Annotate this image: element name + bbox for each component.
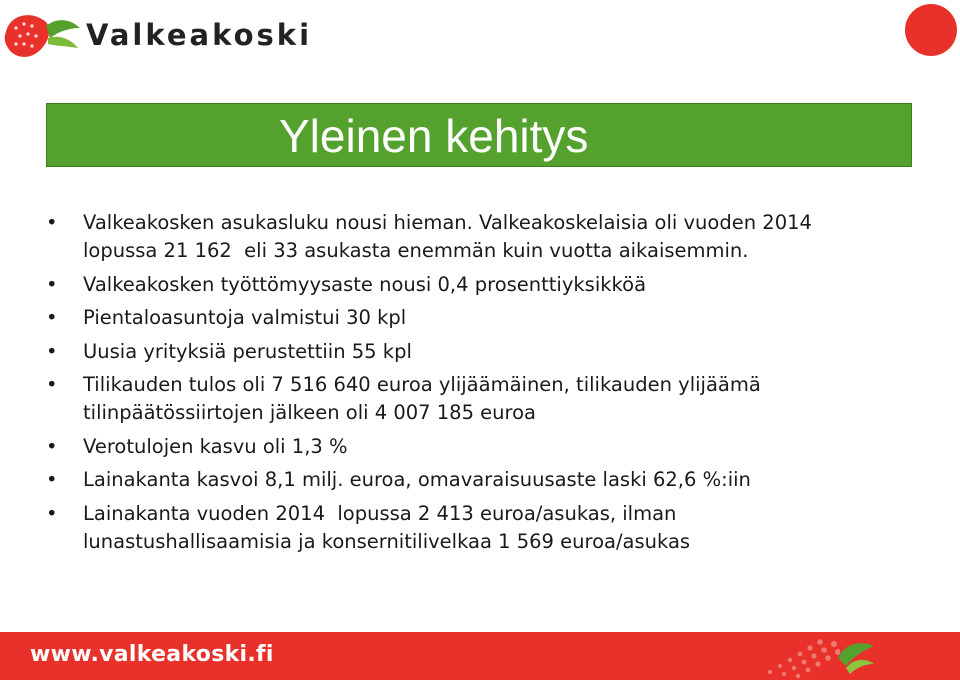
bullet-text-line: lunastushallisaamisia ja konsernitilivelkaa 1 569 euroa/asukas	[83, 529, 691, 553]
list-item	[46, 371, 926, 427]
bullet-text-line: Valkeakosken työttömyysaste nousi 0,4 prosenttiyksikköä	[83, 272, 647, 296]
bullet-icon: •	[46, 434, 58, 458]
logo-wordmark: Valkeakoski	[86, 18, 313, 52]
bullet-text-line: Lainakanta kasvoi 8,1 milj. euroa, omavaraisuusaste laski 62,6 %:iin	[83, 468, 751, 491]
bullet-text-line: tilinpäätössiirtojen jälkeen oli 4 007 185 euroa	[83, 401, 536, 424]
bullet-icon: •	[46, 339, 58, 363]
bullet-text-line: Valkeakosken asukasluku nousi hieman. Valkeakoskelaisia oli vuoden 2014	[83, 211, 812, 234]
bullet-icon: •	[46, 468, 58, 491]
bullet-text-line: Uusia yrityksiä perustettiin 55 kpl	[83, 339, 412, 363]
list-item	[46, 466, 926, 494]
bullet-icon: •	[46, 373, 58, 396]
dot-pattern-decoration	[700, 632, 840, 680]
bullet-icon: •	[46, 211, 58, 234]
bullet-text-line: Verotulojen kasvu oli 1,3 %	[83, 434, 348, 458]
bullet-icon: •	[46, 501, 58, 525]
bullet-text-line: Pientaloasuntoja valmistui 30 kpl	[83, 306, 407, 329]
footer-bar	[0, 632, 960, 680]
leaf-logo-icon	[836, 636, 876, 676]
bullet-list	[46, 209, 926, 561]
list-item	[46, 304, 926, 332]
website-url: www.valkeakoski.fi	[30, 642, 274, 667]
list-item	[46, 209, 926, 265]
strawberry-logo-icon	[2, 6, 82, 66]
bullet-text-line: lopussa 21 162 eli 33 asukasta enemmän kuin vuotta aikaisemmin.	[83, 239, 749, 262]
list-item	[46, 338, 926, 366]
bullet-icon: •	[46, 272, 58, 296]
bullet-text-line: Lainakanta vuoden 2014 lopussa 2 413 euroa/asukas, ilman	[83, 501, 677, 525]
slide-title: Yleinen kehitys	[279, 110, 589, 162]
red-circle-decoration	[905, 4, 957, 56]
list-item	[46, 433, 926, 461]
title-bar	[46, 103, 912, 167]
bullet-text-line: Tilikauden tulos oli 7 516 640 euroa ylijäämäinen, tilikauden ylijäämä	[83, 373, 761, 396]
valkeakoski-logo	[0, 0, 340, 72]
bullet-icon: •	[46, 306, 58, 329]
list-item	[46, 271, 926, 299]
list-item	[46, 500, 926, 556]
